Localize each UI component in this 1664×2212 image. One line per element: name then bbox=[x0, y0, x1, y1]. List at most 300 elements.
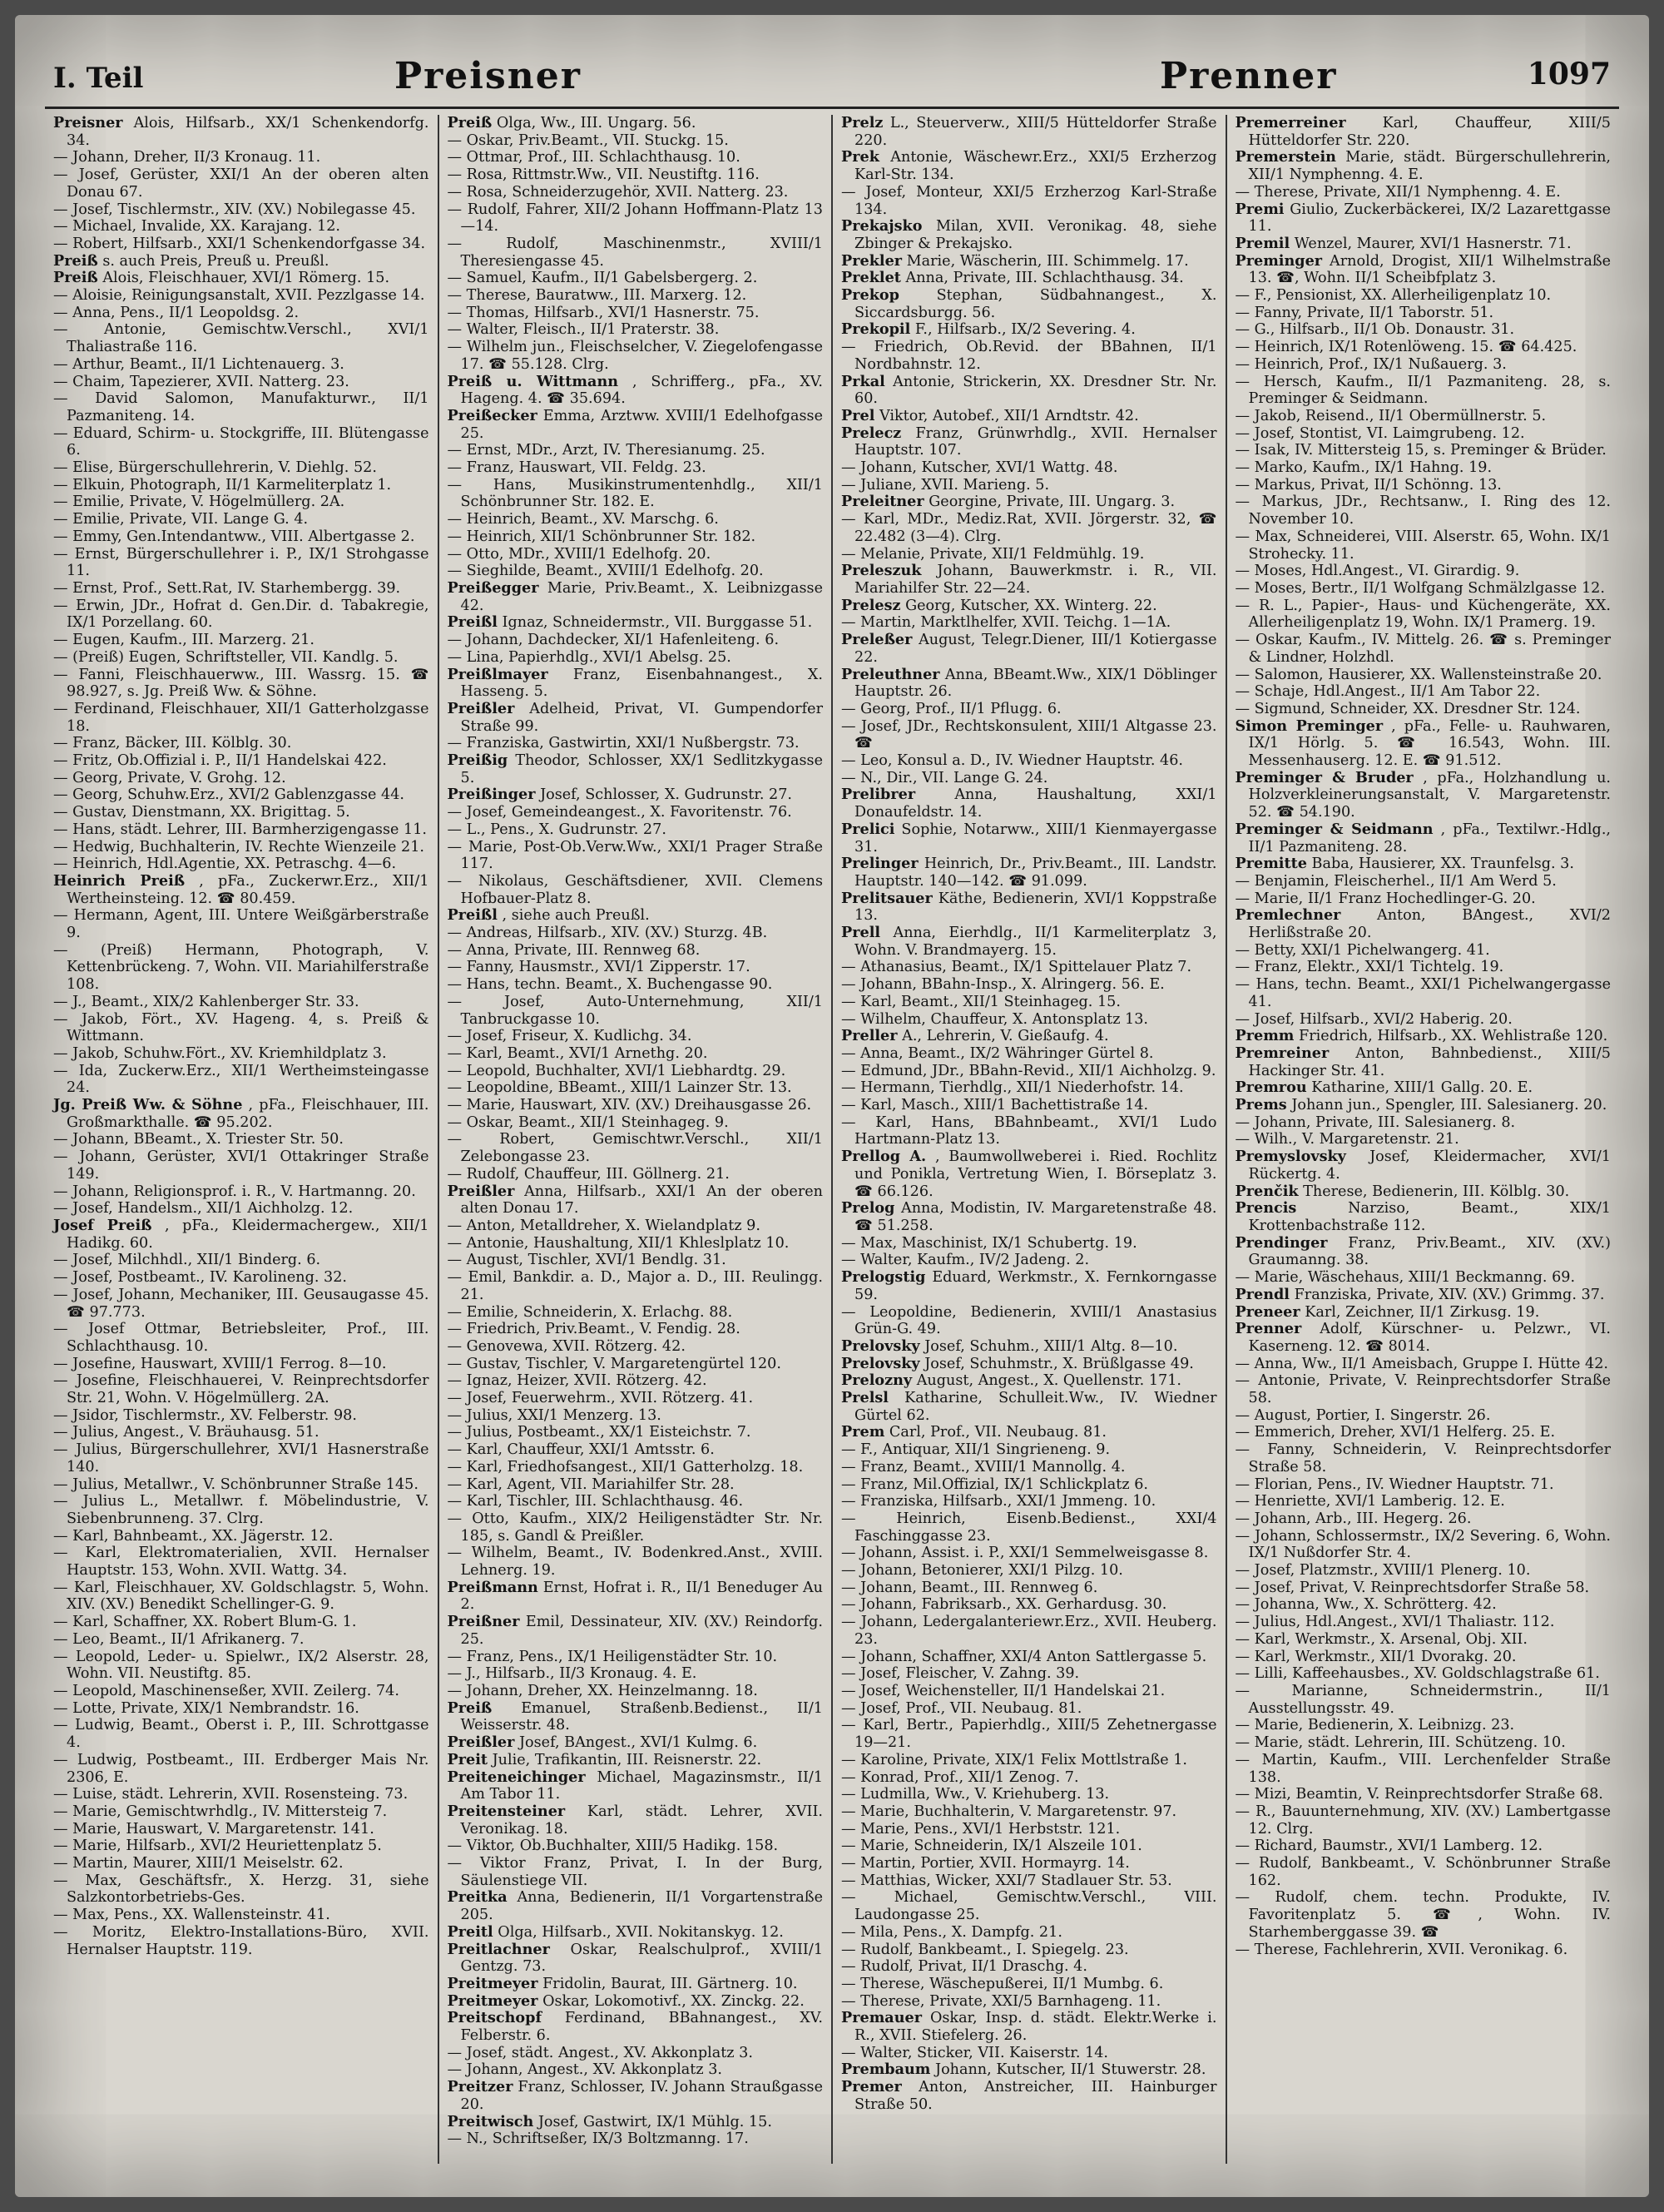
entry-surname: Preitwisch bbox=[447, 2112, 534, 2130]
entry-text: — Heinrich, Prof., IX/1 Nußauerg. 3. bbox=[1235, 355, 1507, 373]
directory-entry bbox=[841, 546, 1217, 563]
entry-text: Therese, Bedienerin, III. Kölblg. 30. bbox=[1303, 1183, 1570, 1200]
directory-entry bbox=[448, 1752, 824, 1769]
entry-text: , pFa., Textilwr.-Hdlg., II/1 Pazmaniteng. 28. bbox=[1248, 821, 1612, 856]
entry-text: — Johann, Private, III. Salesianerg. 8. bbox=[1235, 1113, 1516, 1131]
entry-text: — Florian, Pens., IV. Wiedner Hauptstr. 71. bbox=[1235, 1475, 1554, 1493]
entry-text: — Luise, städt. Lehrerin, XVII. Rosensteing. 73. bbox=[53, 1786, 409, 1803]
directory-entry bbox=[841, 1855, 1217, 1872]
entry-text: , pFa., Zuckerwr.Erz., XII/1 Wertheinsteing. 12. ☎ 80.459. bbox=[67, 872, 429, 907]
directory-entry bbox=[53, 1872, 429, 1907]
entry-text: — Emil, Bankdir. a. D., Major a. D., III. Reulingg. 21. bbox=[447, 1269, 823, 1303]
entry-text: — August, Portier, I. Singerstr. 26. bbox=[1235, 1406, 1491, 1424]
directory-entry bbox=[1236, 1114, 1612, 1132]
directory-entry bbox=[53, 839, 429, 856]
directory-entry bbox=[448, 942, 824, 960]
entry-surname: Premrou bbox=[1235, 1079, 1307, 1097]
entry-text: — Rosa, Schneiderzugehör, XVII. Natterg. 23. bbox=[447, 183, 789, 201]
directory-entry bbox=[1236, 873, 1612, 890]
entry-text: — Friedrich, Priv.Beamt., V. Fendig. 28. bbox=[447, 1321, 740, 1338]
directory-entry bbox=[448, 701, 824, 735]
entry-text: — Karl, Masch., XIII/1 Bachettistraße 14. bbox=[841, 1097, 1149, 1114]
entry-text: — Marko, Kaufm., IX/1 Hahng. 19. bbox=[1235, 459, 1493, 477]
entry-text: Antonie, Wäschewr.Erz., XXI/5 Erzherzog Karl-Str. 134. bbox=[854, 149, 1217, 184]
directory-entry bbox=[841, 1838, 1217, 1855]
directory-entry bbox=[1236, 528, 1612, 563]
entry-surname: Premreiner bbox=[1235, 1044, 1330, 1062]
entry-text: — Josef Ottmar, Betriebsleiter, Prof., III. Schlachthausg. 10. bbox=[53, 1321, 429, 1355]
entry-text: — Ottmar, Prof., III. Schlachthausg. 10. bbox=[447, 149, 740, 166]
directory-entry bbox=[841, 1717, 1217, 1751]
entry-text: — Michael, Gemischtw.Verschl., VIII. Laudongasse 25. bbox=[841, 1889, 1217, 1924]
entry-text: — Max, Maschinist, IX/1 Schubertg. 19. bbox=[841, 1234, 1137, 1252]
directory-entry bbox=[448, 1855, 824, 1889]
directory-entry bbox=[1236, 1528, 1612, 1562]
directory-entry bbox=[841, 1304, 1217, 1338]
directory-entry bbox=[448, 511, 824, 528]
entry-text: — Betty, XXI/1 Pichelwangerg. 41. bbox=[1235, 941, 1490, 959]
entry-text: Oskar, Realschulprof., XVIII/1 Gentzg. 73. bbox=[460, 1941, 824, 1976]
entry-text: — Erwin, JDr., Hofrat d. Gen.Dir. d. Tabakregie, IX/1 Porzellang. 60. bbox=[53, 597, 429, 632]
entry-surname: Preißl bbox=[447, 613, 498, 632]
entry-surname: Prekopil bbox=[841, 320, 911, 339]
directory-entry bbox=[53, 1924, 429, 1958]
directory-entry bbox=[448, 546, 824, 563]
directory-page bbox=[15, 15, 1649, 2197]
directory-entry bbox=[448, 1683, 824, 1700]
directory-entry bbox=[448, 1649, 824, 1666]
entry-surname: Preiß u. Wittmann bbox=[447, 372, 619, 390]
directory-entry bbox=[448, 1407, 824, 1425]
entry-surname: Preisner bbox=[53, 115, 123, 131]
entry-surname: Prelinger bbox=[841, 855, 919, 873]
entry-text: , pFa., Fleischhauer, III. Großmarkthalle. ☎ 95.202. bbox=[67, 1097, 429, 1131]
entry-text: — Leo, Beamt., II/1 Afrikanerg. 7. bbox=[53, 1630, 305, 1648]
directory-entry bbox=[53, 1131, 429, 1148]
entry-text: — Johann, Dreher, II/3 Kronaug. 11. bbox=[53, 149, 321, 166]
directory-entry bbox=[448, 287, 824, 305]
entry-text: — Max, Schneiderei, VIII. Alserstr. 65, Wohn. IX/1 Strohecky. 11. bbox=[1235, 528, 1611, 563]
entry-surname: Premil bbox=[1235, 234, 1290, 252]
directory-entry bbox=[841, 890, 1217, 925]
directory-entry bbox=[448, 1942, 824, 1976]
directory-entry bbox=[448, 907, 824, 925]
directory-entry bbox=[53, 546, 429, 580]
entry-text: — Karl, Werkmstr., X. Arsenal, Obj. XII. bbox=[1235, 1630, 1528, 1648]
directory-entry bbox=[53, 632, 429, 649]
directory-entry bbox=[1236, 1200, 1612, 1234]
entry-surname: Preleitner bbox=[841, 493, 924, 511]
directory-entry bbox=[841, 1045, 1217, 1063]
entry-surname: Prekajsko bbox=[841, 217, 923, 236]
entry-text: — Hans, techn. Beamt., XXI/1 Pichelwangergasse 41. bbox=[1235, 976, 1611, 1010]
entry-surname: Preitka bbox=[447, 1888, 508, 1907]
entry-text: — Karl, Beamt., XVI/1 Arnethg. 20. bbox=[447, 1044, 708, 1062]
directory-entry bbox=[53, 735, 429, 752]
entry-text: — Andreas, Hilfsarb., XIV. (XV.) Sturzg. 4B. bbox=[447, 925, 768, 942]
entry-text: — David Salomon, Manufakturwr., II/1 Pazmaniteng. 14. bbox=[53, 390, 429, 424]
entry-text: — Therese, Private, XII/1 Nymphenng. 4. E. bbox=[1235, 183, 1561, 201]
entry-surname: Preißler bbox=[447, 699, 515, 717]
directory-entry bbox=[1236, 1717, 1612, 1734]
entry-text: Emma, Arztww. XVIII/1 Edelhofgasse 25. bbox=[460, 407, 823, 442]
directory-entry bbox=[1236, 374, 1612, 408]
entry-text: Franz, Priv.Beamt., XIV. (XV.) Graumanng. 38. bbox=[1248, 1234, 1612, 1269]
entry-text: — Fanny, Hausmstr., XVI/1 Zipperstr. 17. bbox=[447, 959, 750, 976]
entry-text: — Sigmund, Schneider, XX. Dresdner Str. 124. bbox=[1235, 700, 1581, 717]
directory-entry bbox=[1236, 1889, 1612, 1941]
entry-text: — Marie, Wäschehaus, XIII/1 Beckmanng. 69. bbox=[1235, 1269, 1576, 1287]
directory-entry bbox=[841, 287, 1217, 321]
entry-text: — Emmerich, Dreher, XVI/1 Helferg. 25. E. bbox=[1235, 1424, 1556, 1441]
directory-entry bbox=[448, 614, 824, 632]
directory-entry bbox=[841, 425, 1217, 459]
entry-surname: Premlechner bbox=[1235, 906, 1341, 925]
entry-text: — Wilhelm, Beamt., IV. Bodenkred.Anst., XVIII. Lehnerg. 19. bbox=[447, 1545, 823, 1580]
directory-entry bbox=[53, 321, 429, 355]
entry-text: — Moses, Bertr., II/1 Wolfgang Schmälzlgasse 12. bbox=[1235, 579, 1605, 597]
directory-entry bbox=[448, 667, 824, 701]
directory-entry bbox=[1236, 442, 1612, 459]
entry-text: — Aloisie, Reinigungsanstalt, XVII. Pezzlgasse 14. bbox=[53, 287, 425, 305]
directory-entry bbox=[53, 1321, 429, 1355]
directory-entry bbox=[841, 959, 1217, 976]
directory-entry bbox=[1236, 632, 1612, 666]
directory-entry bbox=[448, 1803, 824, 1838]
entry-text: — Marie, II/1 Franz Hochedlinger-G. 20. bbox=[1235, 890, 1536, 907]
entry-surname: Prelog bbox=[841, 1199, 895, 1218]
directory-entry bbox=[841, 1493, 1217, 1510]
directory-entry bbox=[1236, 942, 1612, 960]
directory-entry bbox=[1236, 1752, 1612, 1786]
entry-text: — Therese, Wäschepußerei, II/1 Mumbg. 6. bbox=[841, 1975, 1164, 1992]
entry-text: , pFa., Kleidermachergew., XII/1 Hadikg. 60. bbox=[67, 1218, 429, 1252]
entry-text: — Ludmilla, Ww., V. Kriehuberg. 13. bbox=[841, 1786, 1110, 1803]
entry-text: — Karl, Fleischhauer, XV. Goldschlagstr. 5, Wohn. XIV. (XV.) Benedikt Schellinger-G. 9. bbox=[53, 1579, 429, 1614]
entry-surname: Prem bbox=[841, 1423, 885, 1441]
directory-entry bbox=[1236, 339, 1612, 356]
entry-text: — Therese, Private, XXI/5 Barnhageng. 11. bbox=[841, 1992, 1161, 2010]
entry-text: — Viktor Franz, Privat, I. In der Burg, Säulenstiege VII. bbox=[447, 1855, 823, 1889]
directory-entry bbox=[841, 477, 1217, 494]
entry-surname: Preißecker bbox=[447, 406, 537, 424]
entry-surname: Prellog A. bbox=[841, 1148, 927, 1166]
directory-entry bbox=[448, 1614, 824, 1648]
directory-entry bbox=[53, 856, 429, 873]
column-4 bbox=[1227, 115, 1620, 2164]
entry-text: — Arthur, Beamt., II/1 Lichtenauerg. 3. bbox=[53, 355, 344, 373]
directory-entry bbox=[53, 942, 429, 994]
directory-entry bbox=[448, 873, 824, 907]
directory-entry bbox=[448, 1476, 824, 1494]
directory-entry bbox=[841, 1803, 1217, 1821]
entry-text: — Hedwig, Buchhalterin, IV. Rechte Wienzeile 21. bbox=[53, 838, 425, 856]
entry-surname: Preklet bbox=[841, 269, 901, 287]
entry-text: — Martin, Portier, XVII. Hormayrg. 14. bbox=[841, 1855, 1130, 1872]
entry-text: — Julius L., Metallwr. f. Möbelindustrie, V. Siebenbrunneng. 37. Clrg. bbox=[53, 1493, 429, 1527]
directory-entry bbox=[448, 1545, 824, 1579]
entry-surname: Preitmeyer bbox=[447, 1991, 538, 2010]
directory-entry bbox=[1236, 1510, 1612, 1528]
entry-text: , Schrifferg., pFa., XV. Hageng. 4. ☎ 35.694. bbox=[460, 373, 823, 408]
entry-text: Adelheid, Privat, VI. Gumpendorfer Straße 99. bbox=[460, 700, 823, 735]
entry-text: — Josef, Platzmstr., XVIII/1 Plenerg. 10. bbox=[1235, 1562, 1531, 1580]
entry-text: Wenzel, Maurer, XVI/1 Hasnerstr. 71. bbox=[1294, 235, 1572, 252]
entry-surname: Prelz bbox=[841, 115, 884, 131]
page-number: 1097 bbox=[1527, 57, 1611, 92]
entry-text: Johann, Kutscher, II/1 Stuwerstr. 28. bbox=[935, 2061, 1206, 2079]
entry-text: — Oskar, Beamt., XII/1 Steinhageg. 9. bbox=[447, 1113, 729, 1131]
entry-text: Georg, Kutscher, XX. Winterg. 22. bbox=[905, 597, 1157, 614]
column-1 bbox=[45, 115, 439, 2164]
entry-text: — Moritz, Elektro-Installations-Büro, XVII. Hernalser Hauptstr. 119. bbox=[53, 1923, 429, 1958]
entry-surname: Prelesz bbox=[841, 596, 901, 614]
directory-entry bbox=[1236, 1734, 1612, 1752]
entry-text: — Josef, Tischlermstr., XIV. (XV.) Nobilegasse 45. bbox=[53, 201, 416, 218]
directory-entry bbox=[448, 1510, 824, 1545]
directory-entry bbox=[53, 1252, 429, 1269]
entry-text: — Johann, BBeamt., X. Triester Str. 50. bbox=[53, 1131, 344, 1148]
entry-text: — Elise, Bürgerschullehrerin, V. Diehlg. 52. bbox=[53, 459, 377, 477]
entry-text: — Emmy, Gen.Intendantww., VIII. Albertgasse 2. bbox=[53, 528, 415, 545]
directory-entry bbox=[448, 752, 824, 786]
directory-entry bbox=[53, 1493, 429, 1527]
directory-entry bbox=[841, 1872, 1217, 1890]
directory-entry bbox=[53, 1356, 429, 1373]
directory-entry bbox=[53, 770, 429, 787]
directory-entry bbox=[841, 1562, 1217, 1580]
entry-text: — Therese, Bauratww., III. Marxerg. 12. bbox=[447, 287, 747, 305]
entry-surname: Jg. Preiß Ww. & Söhne bbox=[53, 1096, 243, 1114]
entry-text: — Juliane, XVII. Marieng. 5. bbox=[841, 476, 1050, 493]
directory-entry bbox=[841, 614, 1217, 632]
entry-surname: Prenner bbox=[1235, 1320, 1302, 1338]
directory-entry bbox=[841, 270, 1217, 287]
entry-surname: Preißler bbox=[447, 1733, 515, 1752]
entry-surname: Premer bbox=[841, 2078, 902, 2096]
entry-text: A., Lehrerin, V. Gießaufg. 4. bbox=[902, 1028, 1109, 1045]
entry-text: Anna, Bedienerin, II/1 Vorgartenstraße 205. bbox=[460, 1889, 824, 1924]
directory-entry bbox=[448, 1166, 824, 1183]
directory-entry bbox=[841, 1200, 1217, 1234]
directory-entry bbox=[841, 1338, 1217, 1356]
entry-text: — (Preiß) Hermann, Photograph, V. Kettenbrückeng. 7, Wohn. VII. Mariahilferstraße 108. bbox=[53, 941, 429, 994]
directory-entry bbox=[53, 701, 429, 735]
entry-text: — Ernst, Bürgerschullehrer i. P., IX/1 Strohgasse 11. bbox=[53, 545, 429, 580]
directory-entry bbox=[53, 1717, 429, 1751]
directory-entry bbox=[1236, 493, 1612, 528]
directory-entry bbox=[448, 339, 824, 373]
entry-text: — Rosa, Rittmstr.Ww., VII. Neustiftg. 116. bbox=[447, 166, 760, 184]
directory-entry bbox=[1236, 1803, 1612, 1838]
directory-entry bbox=[53, 821, 429, 839]
directory-entry bbox=[841, 1993, 1217, 2011]
entry-text: — Hermann, Agent, III. Untere Weißgärberstraße 9. bbox=[53, 907, 429, 942]
directory-entry bbox=[53, 994, 429, 1011]
entry-text: Baba, Hausierer, XX. Traunfelsg. 3. bbox=[1311, 856, 1574, 873]
entry-text: — Marie, Hauswart, V. Margaretenstr. 141. bbox=[53, 1820, 374, 1838]
entry-text: — Leo, Konsul a. D., IV. Wiedner Hauptstr. 46. bbox=[841, 752, 1183, 770]
entry-text: — Gustav, Dienstmann, XX. Brigittag. 5. bbox=[53, 804, 350, 821]
directory-entry bbox=[841, 786, 1217, 821]
entry-text: — Robert, Hilfsarb., XXI/1 Schenkendorfgasse 34. bbox=[53, 235, 426, 252]
entry-surname: Preminger bbox=[1235, 251, 1323, 270]
entry-text: — Ernst, Prof., Sett.Rat, IV. Starhembergg. 39. bbox=[53, 579, 401, 597]
directory-entry bbox=[53, 1580, 429, 1614]
entry-surname: Preiß bbox=[53, 251, 98, 270]
entry-surname: Premitte bbox=[1235, 855, 1307, 873]
entry-text: — Ludwig, Beamt., Oberst i. P., III. Schrottgasse 4. bbox=[53, 1717, 429, 1752]
directory-entry bbox=[1236, 1097, 1612, 1114]
directory-entry bbox=[53, 1631, 429, 1649]
directory-entry bbox=[1236, 1356, 1612, 1373]
entry-text: — Wilhelm, Chauffeur, X. Antonsplatz 13. bbox=[841, 1010, 1149, 1028]
directory-entry bbox=[841, 493, 1217, 511]
entry-text: — Hans, techn. Beamt., X. Buchengasse 90. bbox=[447, 976, 773, 994]
directory-entry bbox=[841, 1942, 1217, 1959]
directory-entry bbox=[841, 718, 1217, 752]
entry-surname: Prendinger bbox=[1235, 1233, 1328, 1252]
directory-entry bbox=[1236, 890, 1612, 908]
entry-text: — J., Hilfsarb., II/3 Kronaug. 4. E. bbox=[447, 1665, 697, 1683]
directory-entry bbox=[841, 2045, 1217, 2062]
entry-text: — Antonie, Private, V. Reinprechtsdorfer Straße 58. bbox=[1235, 1372, 1611, 1407]
directory-entry bbox=[841, 2079, 1217, 2113]
entry-text: — Benjamin, Fleischerhel., II/1 Am Werd 5. bbox=[1235, 872, 1557, 890]
entry-text: — Karl, Tischler, III. Schlachthausg. 46. bbox=[447, 1493, 744, 1510]
entry-text: — Isak, IV. Mittersteig 15, s. Preminger & Brüder. bbox=[1235, 442, 1607, 459]
entry-text: — Marie, Buchhalterin, V. Margaretenstr. 97. bbox=[841, 1803, 1177, 1820]
directory-entry bbox=[53, 1528, 429, 1545]
entry-text: — Ignaz, Heizer, XVII. Rötzerg. 42. bbox=[447, 1372, 707, 1390]
entry-text: Olga, Hilfsarb., XVII. Nokitanskyg. 12. bbox=[498, 1923, 784, 1941]
entry-text: — Karl, Werkmstr., XII/1 Dvorakg. 20. bbox=[1235, 1648, 1517, 1665]
entry-surname: Preißl bbox=[447, 906, 498, 925]
directory-entry bbox=[53, 1700, 429, 1718]
entry-text: — Mizi, Beamtin, V. Reinprechtsdorfer Straße 68. bbox=[1235, 1786, 1603, 1803]
entry-text: Alois, Hilfsarb., XX/1 Schenkendorfg. 34. bbox=[67, 115, 429, 149]
directory-entry bbox=[448, 236, 824, 270]
directory-entry bbox=[448, 804, 824, 821]
directory-entry bbox=[448, 1114, 824, 1132]
directory-entry bbox=[53, 287, 429, 305]
entry-text: — Leopold, Buchhalter, XVI/1 Liebhardtg. 29. bbox=[447, 1062, 786, 1079]
directory-entry bbox=[448, 821, 824, 839]
entry-text: — Karl, Chauffeur, XXI/1 Amtsstr. 6. bbox=[447, 1441, 715, 1459]
directory-entry bbox=[1236, 563, 1612, 580]
directory-entry bbox=[1236, 1304, 1612, 1322]
directory-entry bbox=[53, 1752, 429, 1786]
column-2 bbox=[439, 115, 834, 2164]
entry-text: — Karl, Schaffner, XX. Robert Blum-G. 1. bbox=[53, 1614, 357, 1631]
entry-text: Anna, Haushaltung, XXI/1 Donaufeldstr. 14. bbox=[854, 786, 1217, 821]
directory-entry bbox=[1236, 598, 1612, 632]
directory-entry bbox=[448, 735, 824, 752]
entry-text: — Josef, Hilfsarb., XVI/2 Haberig. 20. bbox=[1235, 1010, 1513, 1028]
entry-text: , pFa., Holzhandlung u. Holzverkleinerungsanstalt, V. Margaretenstr. 52. ☎ 54.190. bbox=[1248, 769, 1611, 821]
directory-entry bbox=[448, 321, 824, 339]
directory-entry bbox=[448, 563, 824, 580]
entry-text: — Walter, Sticker, VII. Kaiserstr. 14. bbox=[841, 2044, 1108, 2061]
directory-entry bbox=[53, 804, 429, 821]
directory-entry bbox=[448, 1769, 824, 1803]
directory-entry bbox=[448, 2061, 824, 2079]
entry-text: — Rudolf, chem. techn. Produkte, IV. Favoritenplatz 5. ☎, Wohn. IV. Starhemberggasse 39. ☎ bbox=[1235, 1889, 1611, 1941]
entry-text: — N., Schriftseßer, IX/3 Boltzmanng. 17. bbox=[447, 2130, 749, 2148]
entry-text: Adolf, Kürschner- u. Pelzwr., VI. Kaserneng. 12. ☎ 8014. bbox=[1248, 1321, 1612, 1355]
entry-text: Giulio, Zuckerbäckerei, IX/2 Lazarettgasse 11. bbox=[1248, 201, 1611, 236]
directory-entry bbox=[1236, 1562, 1612, 1580]
entry-text: — Johann, BBahn-Insp., X. Alringerg. 56. E. bbox=[841, 976, 1165, 994]
entry-text: — Georg, Private, V. Grohg. 12. bbox=[53, 769, 286, 786]
entry-surname: Preißig bbox=[447, 751, 508, 770]
entry-text: — Marie, Hilfsarb., XVI/2 Heuriettenplatz 5. bbox=[53, 1838, 382, 1855]
directory-entry bbox=[448, 1356, 824, 1373]
directory-entry bbox=[448, 2010, 824, 2044]
directory-entry bbox=[53, 270, 429, 287]
entry-surname: Prencis bbox=[1235, 1199, 1297, 1218]
entry-text: — Therese, Fachlehrerin, XVII. Veronikag. 6. bbox=[1235, 1941, 1568, 1958]
entry-text: Friedrich, Hilfsarb., XX. Wehlistraße 120. bbox=[1299, 1028, 1608, 1045]
entry-text: — Johann, Dachdecker, XI/1 Hafenleiteng. 6. bbox=[447, 632, 780, 649]
directory-entry bbox=[53, 305, 429, 322]
entry-text: — Josef, JDr., Rechtskonsulent, XIII/1 Altgasse 23. ☎ bbox=[841, 717, 1217, 752]
entry-surname: Prendl bbox=[1235, 1285, 1290, 1303]
entry-surname: Premerstein bbox=[1235, 148, 1336, 166]
directory-entry bbox=[1236, 115, 1612, 149]
entry-text: Sophie, Notarww., XIII/1 Kienmayergasse 31. bbox=[854, 821, 1217, 856]
directory-entry bbox=[1236, 1441, 1612, 1475]
entry-text: — Heinrich, Eisenb.Bedienst., XXI/4 Faschinggasse 23. bbox=[841, 1510, 1217, 1545]
entry-text: — Karl, Bertr., Papierhdlg., XIII/5 Zehetnergasse 19—21. bbox=[841, 1717, 1217, 1752]
directory-entry bbox=[841, 253, 1217, 270]
directory-entry bbox=[841, 994, 1217, 1011]
directory-entry bbox=[1236, 1028, 1612, 1045]
entry-text: — Jakob, Schuhw.Fört., XV. Kriemhildplatz 3. bbox=[53, 1044, 387, 1062]
directory-entry bbox=[53, 1907, 429, 1924]
directory-entry bbox=[1236, 1493, 1612, 1510]
directory-entry bbox=[1236, 1372, 1612, 1406]
directory-entry bbox=[841, 339, 1217, 373]
directory-entry bbox=[841, 925, 1217, 959]
entry-text: — Martin, Maurer, XIII/1 Meiselstr. 62. bbox=[53, 1855, 344, 1872]
entry-text: Franz, Schlosser, IV. Johann Straußgasse 20. bbox=[460, 2079, 823, 2113]
entry-surname: Preitlachner bbox=[447, 1940, 550, 1958]
entry-text: — Marie, städt. Lehrerin, III. Schützeng. 10. bbox=[1235, 1734, 1566, 1752]
entry-text: — R., Bauunternehmung, XIV. (XV.) Lambertgasse 12. Clrg. bbox=[1235, 1803, 1611, 1838]
entry-text: — Emilie, Schneiderin, X. Erlachg. 88. bbox=[447, 1303, 733, 1321]
entry-text: — Rudolf, Maschinenmstr., XVIII/1 Theresiengasse 45. bbox=[447, 235, 823, 270]
entry-text: Ernst, Hofrat i. R., II/1 Beneduger Au 2. bbox=[460, 1579, 823, 1614]
header-rule bbox=[45, 107, 1619, 109]
entry-text: — Anna, Beamt., IX/2 Währinger Gürtel 8. bbox=[841, 1044, 1154, 1062]
entry-text: Josef, Kleidermacher, XVI/1 Rückertg. 4. bbox=[1248, 1148, 1611, 1183]
entry-text: — Fanni, Fleischhauerww., III. Wassrg. 15. ☎ 98.927, s. Jg. Preiß Ww. & Söhne. bbox=[53, 666, 429, 701]
entry-surname: Prelibrer bbox=[841, 786, 916, 804]
entry-surname: Prelecz bbox=[841, 424, 902, 442]
entry-text: — Eduard, Schirm- u. Stockgriffe, III. Blütengasse 6. bbox=[53, 424, 429, 459]
directory-entry bbox=[1236, 149, 1612, 183]
entry-text: — Schaje, Hdl.Angest., II/1 Am Tabor 22. bbox=[1235, 683, 1541, 701]
entry-surname: Preißner bbox=[447, 1613, 520, 1631]
directory-entry bbox=[53, 907, 429, 941]
entry-text: Milan, XVII. Veronikag. 48, siehe Zbinger & Prekajsko. bbox=[854, 218, 1217, 252]
directory-entry bbox=[53, 1821, 429, 1838]
directory-entry bbox=[841, 1924, 1217, 1942]
directory-entry bbox=[448, 649, 824, 667]
entry-text: — Josef, Gemeindeangest., X. Favoritenstr. 76. bbox=[447, 804, 792, 821]
directory-entry bbox=[1236, 1183, 1612, 1201]
